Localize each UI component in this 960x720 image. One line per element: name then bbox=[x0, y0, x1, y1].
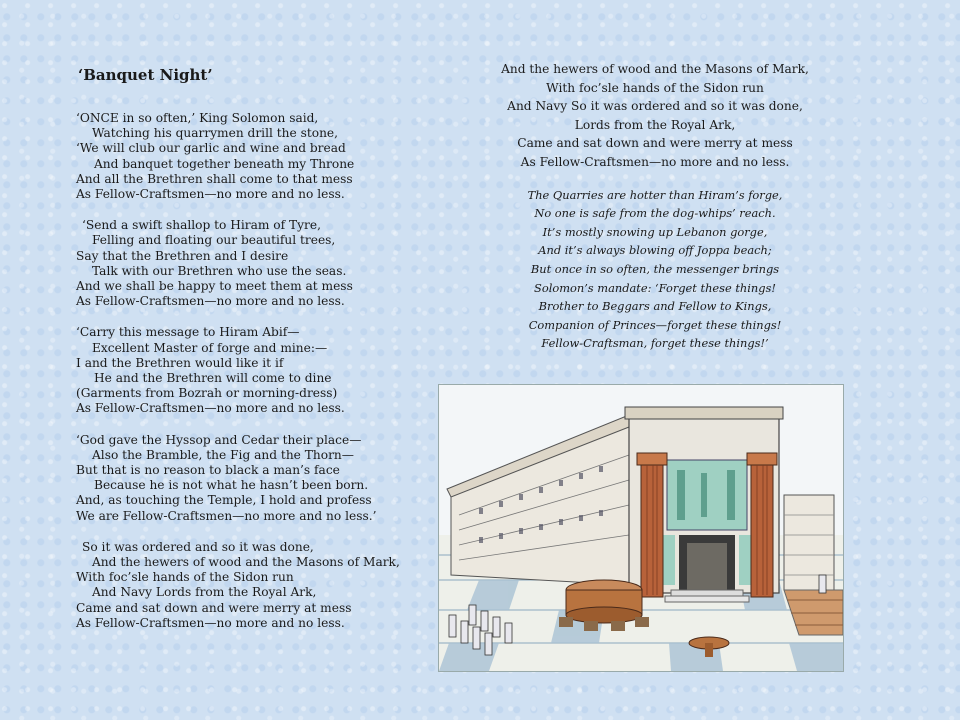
temple-drawing bbox=[439, 385, 843, 671]
stanza-3 bbox=[76, 325, 426, 416]
poem-line: Excellent Master of forge and mine:— bbox=[92, 340, 328, 355]
poem-line: Also the Bramble, the Fig and the Thorn— bbox=[92, 447, 354, 462]
poem-line: Solomon’s mandate: ‘Forget these things! bbox=[534, 280, 776, 295]
poem-line: And banquet together beneath my Throne bbox=[94, 156, 355, 171]
poem-line: Say that the Brethren and I desire bbox=[76, 248, 289, 263]
poem-line: Came and sat down and were merry at mess bbox=[76, 600, 352, 615]
poem-line: It’s mostly snowing up Lebanon gorge, bbox=[542, 224, 768, 239]
stanza-2 bbox=[76, 218, 426, 309]
poem-line: As Fellow-Craftsmen—no more and no less. bbox=[520, 154, 790, 169]
poem-line: I and the Brethren would like it if bbox=[76, 355, 284, 370]
poem-line: And, as touching the Temple, I hold and profess bbox=[76, 493, 372, 508]
stanza-6 bbox=[470, 60, 840, 172]
poem-line: With foc’sle hands of the Sidon run bbox=[76, 570, 294, 585]
poem-line: Felling and floating our beautiful trees, bbox=[92, 233, 336, 248]
poem-line: Brother to Beggars and Fellow to Kings, bbox=[538, 299, 772, 314]
poem-line: And the hewers of wood and the Masons of Mark, bbox=[501, 62, 809, 76]
poem-line: And Navy Lords from the Royal Ark, bbox=[92, 585, 317, 600]
poem-line: Talk with our Brethren who use the seas. bbox=[92, 263, 347, 278]
poem-line: But once in so often, the messenger brings bbox=[530, 261, 780, 276]
poem-title: ‘Banquet Night’ bbox=[78, 66, 213, 84]
poem-line: ‘ONCE in so often,’ King Solomon said, bbox=[76, 111, 319, 125]
poem-line: ‘God gave the Hyssop and Cedar their place— bbox=[76, 432, 362, 447]
poem-line: (Garments from Bozrah or morning-dress) bbox=[76, 386, 338, 401]
poem-line: With foc’sle hands of the Sidon run bbox=[546, 80, 764, 95]
poem-line: Lords from the Royal Ark, bbox=[574, 117, 736, 132]
poem-line: As Fellow-Craftsmen—no more and no less. bbox=[76, 401, 345, 416]
bronze-sea-basin bbox=[559, 580, 649, 631]
poem-line: He and the Brethren will come to dine bbox=[94, 371, 332, 386]
poem-line: No one is safe from the dog-whips’ reach. bbox=[534, 206, 776, 221]
poem-line: As Fellow-Craftsmen—no more and no less. bbox=[76, 615, 345, 630]
stanza-5 bbox=[76, 540, 426, 631]
poem-line: Fellow-Craftsman, forget these things!’ bbox=[541, 336, 769, 351]
poem-line: And it’s always blowing off Joppa beach; bbox=[538, 243, 772, 258]
poem-line: ‘Send a swift shallop to Hiram of Tyre, bbox=[82, 218, 321, 233]
poem-line: We are Fellow-Craftsmen—no more and no less.’ bbox=[76, 508, 377, 523]
poem-line: And Navy So it was ordered and so it was done, bbox=[507, 99, 803, 114]
poem-line: But that is no reason to black a man’s face bbox=[76, 463, 340, 478]
poem-right-column bbox=[470, 60, 840, 353]
poem-line: And we shall be happy to meet them at mess bbox=[76, 279, 353, 294]
poem-line: Came and sat down and were merry at mess bbox=[517, 136, 793, 151]
poem-line: Because he is not what he hasn’t been born. bbox=[94, 478, 369, 493]
poem-line: As Fellow-Craftsmen—no more and no less. bbox=[76, 187, 345, 202]
temple-illustration bbox=[438, 384, 844, 672]
poem-line: Companion of Princes—forget these things! bbox=[528, 317, 782, 332]
poem-line: So it was ordered and so it was done, bbox=[82, 539, 314, 554]
stanza-1 bbox=[76, 111, 426, 202]
poem-line: ‘We will club our garlic and wine and bread bbox=[76, 141, 346, 156]
poem-line: And the hewers of wood and the Masons of Mark, bbox=[92, 555, 400, 570]
poem-line: ‘Carry this message to Hiram Abif— bbox=[76, 325, 300, 340]
poem-line: And all the Brethren shall come to that mess bbox=[76, 171, 353, 186]
poem-line: Watching his quarrymen drill the stone, bbox=[92, 126, 339, 141]
stanza-4 bbox=[76, 433, 426, 524]
poem-line: The Quarries are hotter than Hiram’s forge, bbox=[527, 187, 783, 202]
poem-line: As Fellow-Craftsmen—no more and no less. bbox=[76, 294, 345, 309]
italic-stanza bbox=[470, 186, 840, 353]
poem-left-column bbox=[76, 111, 426, 647]
